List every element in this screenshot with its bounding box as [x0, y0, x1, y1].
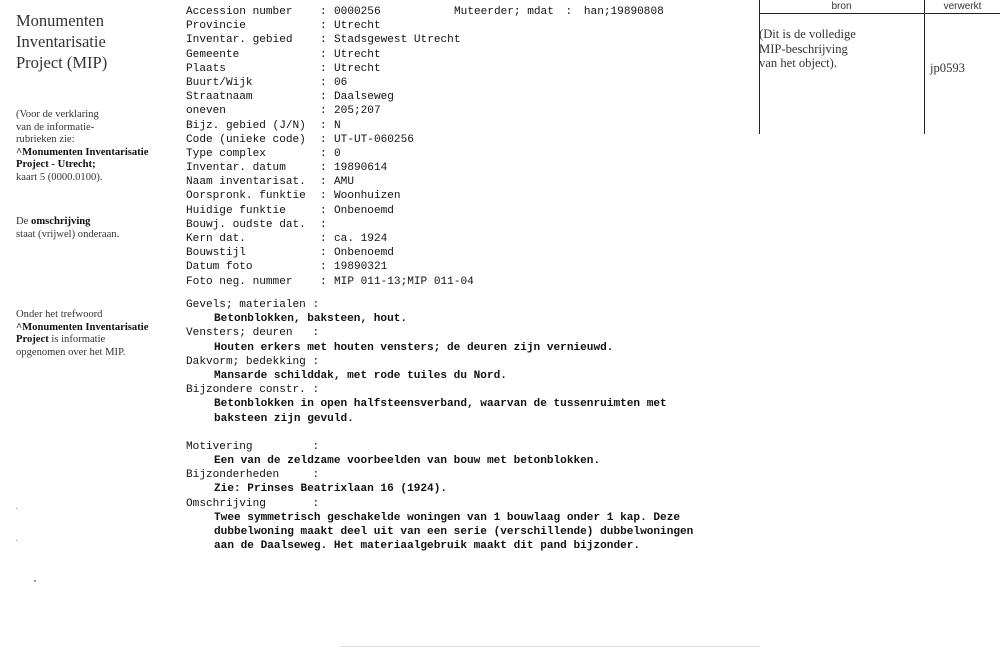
field-label: Plaats	[186, 62, 226, 75]
field-colon: :	[320, 261, 327, 274]
field-value: Daalseweg	[334, 91, 394, 104]
table-divider	[924, 0, 925, 134]
section-text: dubbelwoning maakt deel uit van een serie (verschillende) dubbelwoningen	[214, 526, 694, 538]
field-colon: :	[320, 275, 327, 288]
bron-text-line: van het object).	[759, 56, 837, 71]
field-row	[186, 133, 474, 147]
table-divider	[759, 13, 1000, 14]
note-line: opgenomen over het MIP.	[16, 346, 126, 358]
section-heading-motivering: Motivering :	[186, 440, 320, 453]
field-row	[186, 76, 474, 90]
mip-title-line: Project (MIP)	[16, 53, 108, 72]
description-note	[16, 216, 176, 241]
field-colon: :	[320, 147, 327, 160]
mutator-value: han;19890808	[583, 6, 664, 18]
field-label: Inventar. datum	[186, 162, 286, 175]
field-colon: :	[320, 176, 327, 189]
field-value: 06	[334, 76, 348, 89]
field-value: Onbenoemd	[334, 247, 394, 260]
note-line: rubrieken zie:	[16, 134, 75, 146]
record-fields	[186, 5, 474, 289]
field-row	[186, 62, 474, 76]
section-text: baksteen zijn gevuld.	[214, 412, 354, 425]
field-value: 19890321	[334, 261, 388, 274]
section-text: Mansarde schilddak, met rode tuiles du Nord.	[214, 369, 507, 382]
field-colon: :	[320, 190, 327, 203]
field-colon: :	[320, 119, 327, 132]
bron-text-line: MIP-beschrijving	[759, 41, 848, 56]
section-text: Betonblokken in open halfsteensverband, waarvan de tussenruimten met	[214, 398, 667, 411]
field-colon: :	[320, 20, 327, 33]
field-row	[186, 161, 474, 175]
field-label: Inventar. gebied	[186, 34, 293, 47]
section-heading-vensters: Vensters; deuren :	[186, 327, 320, 340]
field-label: Bouwj. oudste dat.	[186, 218, 306, 231]
speck	[34, 580, 36, 582]
field-label: Bouwstijl	[186, 247, 246, 260]
section-text: Betonblokken, baksteen, hout.	[214, 313, 408, 326]
note-reference-bold: Project - Utrecht;	[16, 159, 96, 171]
note-line: kaart 5 (0000.0100).	[16, 171, 103, 183]
field-colon: :	[320, 34, 327, 47]
bron-text-line: (Dit is de volledige	[759, 27, 856, 41]
field-value: Utrecht	[334, 20, 381, 33]
section-heading-bijzonderheden: Bijzonderheden :	[186, 469, 320, 482]
field-row	[186, 260, 474, 274]
speck	[16, 540, 17, 541]
field-row	[186, 119, 474, 133]
field-value: Stadsgewest Utrecht	[334, 34, 461, 47]
field-row	[186, 19, 474, 33]
field-value: AMU	[334, 176, 354, 189]
section-heading-constructie: Bijzondere constr. :	[186, 384, 320, 397]
field-label: Foto neg. nummer	[186, 275, 293, 288]
field-row	[186, 48, 474, 62]
field-value: N	[334, 119, 341, 132]
field-colon: :	[320, 91, 327, 104]
field-row	[186, 5, 474, 19]
field-colon: :	[320, 247, 327, 260]
field-row	[186, 246, 474, 260]
field-row	[186, 204, 474, 218]
bron-header: bron	[831, 1, 852, 12]
section-text: Een van de zeldzame voorbeelden van bouw met betonblokken.	[214, 455, 601, 468]
field-colon: :	[320, 162, 327, 175]
field-value: Onbenoemd	[334, 204, 394, 217]
field-label: Provincie	[186, 20, 246, 33]
field-row	[186, 275, 474, 289]
scan-edge	[340, 646, 760, 647]
bron-text	[759, 27, 919, 71]
mutator-field	[454, 5, 664, 19]
field-label: Kern dat.	[186, 233, 246, 245]
field-colon: :	[320, 6, 327, 18]
section-heading-gevels: Gevels; materialen :	[186, 299, 320, 311]
field-value: 19890614	[334, 162, 388, 175]
speck	[16, 508, 17, 509]
field-value: Utrecht	[334, 48, 381, 61]
legend-note	[16, 109, 176, 185]
field-row	[186, 104, 474, 118]
field-label: Naam inventarisat.	[186, 176, 306, 189]
verwerkt-code: jp0593	[930, 61, 965, 75]
spacer	[186, 426, 693, 440]
note-text: is informatie	[48, 334, 106, 346]
field-label: Accession number	[186, 6, 293, 18]
field-row	[186, 147, 474, 161]
section-text: Twee symmetrisch geschakelde woningen van 1 bouwlaag onder 1 kap. Deze	[214, 511, 681, 524]
field-row	[186, 189, 474, 203]
section-text: Houten erkers met houten vensters; de deuren zijn vernieuwd.	[214, 341, 614, 354]
field-row	[186, 218, 474, 232]
field-value: ca. 1924	[334, 233, 388, 245]
section-heading-dakvorm: Dakvorm; bedekking :	[186, 355, 320, 368]
field-label: Datum foto	[186, 261, 253, 274]
field-value: MIP 011-13;MIP 011-04	[334, 275, 474, 288]
section-text: aan de Daalseweg. Het materiaalgebruik maakt dit pand bijzonder.	[214, 540, 641, 553]
field-row	[186, 175, 474, 189]
field-colon: :	[320, 76, 327, 89]
field-label: Buurt/Wijk	[186, 76, 253, 89]
field-value: Utrecht	[334, 62, 381, 75]
field-label: Type complex	[186, 147, 266, 160]
bron-table	[759, 0, 1000, 134]
note-reference-bold: ^Monumenten Inventarisatie	[16, 146, 149, 158]
note-keyword: omschrijving	[31, 216, 91, 227]
field-row	[186, 90, 474, 104]
field-value: UT-UT-060256	[334, 133, 414, 146]
note-line: van de informatie-	[16, 121, 95, 133]
section-heading-omschrijving: Omschrijving :	[186, 497, 320, 510]
field-label: Code (unieke code)	[186, 133, 306, 146]
field-colon: :	[320, 105, 327, 118]
field-colon: :	[320, 204, 327, 217]
field-colon: :	[320, 218, 327, 231]
field-label: Huidige funktie	[186, 204, 286, 217]
field-value: 0000256	[334, 6, 381, 18]
note-text: De	[16, 216, 32, 227]
section-text: Zie: Prinses Beatrixlaan 16 (1924).	[214, 483, 448, 496]
note-reference-bold: ^Monumenten Inventarisatie	[16, 321, 149, 333]
keyword-note	[16, 309, 176, 359]
field-value: 0	[334, 147, 341, 160]
note-line: (Voor de verklaring	[16, 109, 99, 120]
field-label: Oorspronk. funktie	[186, 190, 306, 203]
field-colon: :	[320, 62, 327, 75]
field-colon: :	[320, 133, 327, 146]
field-label: oneven	[186, 105, 226, 118]
mip-title	[16, 10, 176, 73]
mutator-colon: :	[565, 6, 573, 18]
field-label: Gemeente	[186, 48, 240, 61]
field-value: Woonhuizen	[334, 190, 401, 203]
record-description	[186, 298, 693, 553]
field-colon: :	[320, 233, 327, 245]
field-row	[186, 33, 474, 47]
mip-title-line: Inventarisatie	[16, 32, 106, 51]
note-line: staat (vrijwel) onderaan.	[16, 228, 120, 240]
field-row	[186, 232, 474, 246]
note-line: Onder het trefwoord	[16, 309, 103, 320]
field-label: Straatnaam	[186, 91, 253, 104]
note-reference-bold: Project	[16, 334, 49, 346]
field-label: Bijz. gebied (J/N)	[186, 119, 306, 132]
mip-title-line: Monumenten	[16, 11, 104, 30]
mutator-label: Muteerder; mdat	[454, 6, 554, 18]
verwerkt-header: verwerkt	[943, 1, 982, 12]
field-value: 205;207	[334, 105, 381, 118]
field-colon: :	[320, 48, 327, 61]
